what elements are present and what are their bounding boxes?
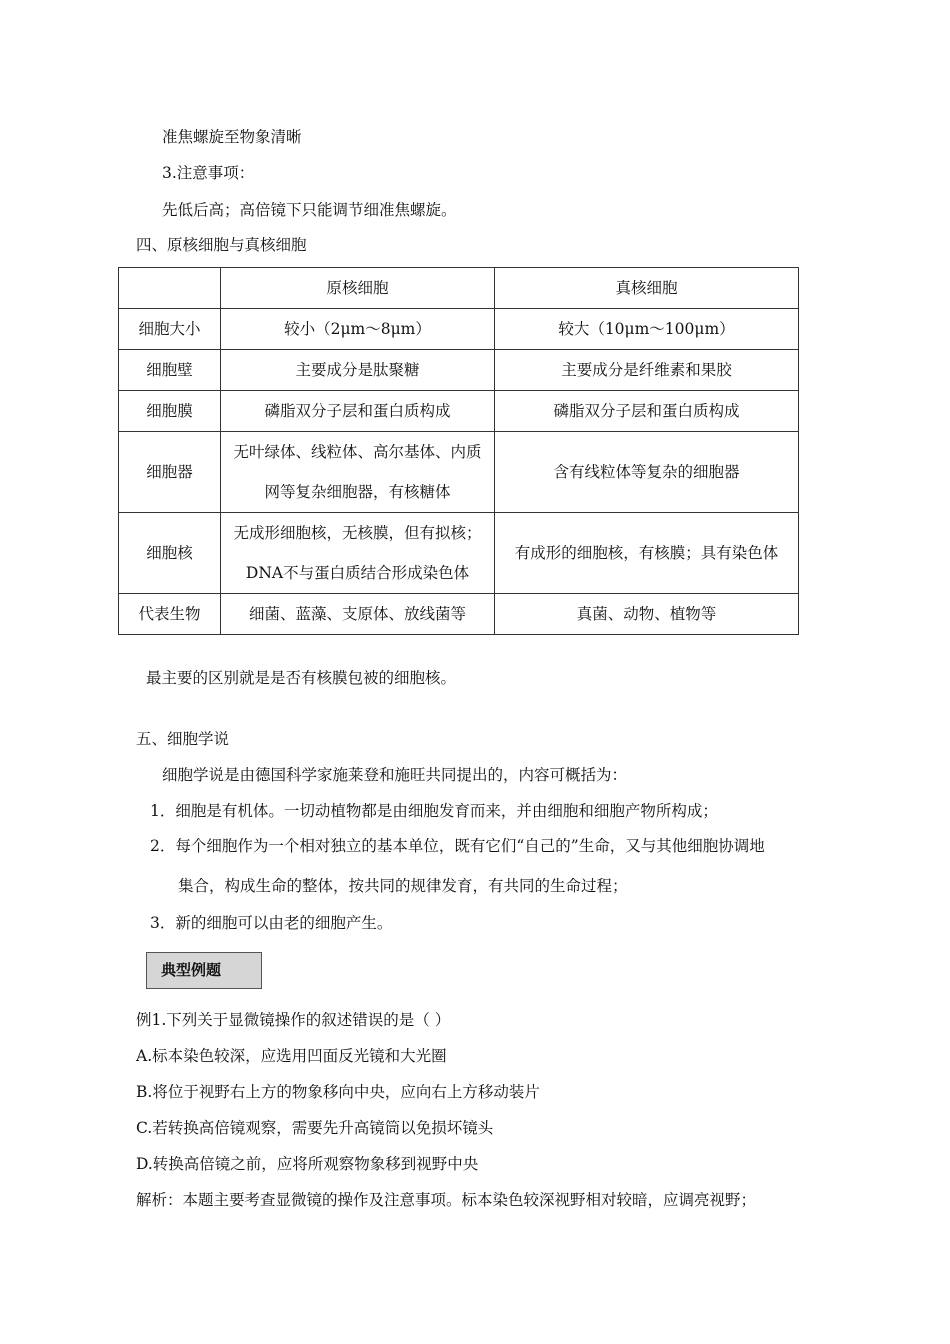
text-line: 3.注意事项：: [162, 164, 255, 182]
table-cell: 细胞膜: [119, 391, 221, 432]
list-item: 3．新的细胞可以由老的细胞产生。: [150, 914, 393, 932]
analysis-text: 解析：本题主要考查显微镜的操作及注意事项。标本染色较深视野相对较暗，应调亮视野；: [136, 1191, 757, 1209]
option-d: D.转换高倍镜之前，应将所观察物象移到视野中央: [136, 1155, 479, 1173]
table-cell: 细胞核: [119, 513, 221, 594]
question-text: 例1.下列关于显微镜操作的叙述错误的是（ ）: [136, 1011, 451, 1029]
list-item: 2．每个细胞作为一个相对独立的基本单位，既有它们“自己的”生命，又与其他细胞协调地: [150, 837, 765, 855]
table-cell: 细胞壁: [119, 350, 221, 391]
example-section-label: [146, 952, 262, 989]
table-header-cell: 原核细胞: [221, 268, 495, 309]
option-b: B.将位于视野右上方的物象移向中央，应向右上方移动装片: [136, 1083, 540, 1101]
section-heading: 四、原核细胞与真核细胞: [136, 236, 307, 254]
table-cell: 细菌、蓝藻、支原体、放线菌等: [221, 594, 495, 635]
list-item-continuation: 集合，构成生命的整体，按共同的规律发育，有共同的生命过程；: [178, 877, 628, 895]
table-cell: 较大（10μm～100μm）: [495, 309, 799, 350]
table-cell: 无叶绿体、线粒体、高尔基体、内质网等复杂细胞器，有核糖体: [221, 432, 495, 513]
table-row: [119, 309, 799, 350]
table-cell: 细胞器: [119, 432, 221, 513]
table-row: [119, 350, 799, 391]
table-cell: 磷脂双分子层和蛋白质构成: [495, 391, 799, 432]
table-row: [119, 391, 799, 432]
table-cell: 无成形细胞核，无核膜，但有拟核；DNA不与蛋白质结合形成染色体: [221, 513, 495, 594]
table-cell: 真菌、动物、植物等: [495, 594, 799, 635]
table-row: [119, 432, 799, 513]
example-section-label-text: 典型例题: [161, 961, 222, 979]
table-row: [119, 594, 799, 635]
table-cell: 含有线粒体等复杂的细胞器: [495, 432, 799, 513]
table-header-cell: 真核细胞: [495, 268, 799, 309]
list-item: 1．细胞是有机体。一切动植物都是由细胞发育而来，并由细胞和细胞产物所构成；: [150, 802, 718, 820]
table-note: 最主要的区别就是是否有核膜包被的细胞核。: [146, 669, 457, 687]
table-cell: 磷脂双分子层和蛋白质构成: [221, 391, 495, 432]
table-cell: 细胞大小: [119, 309, 221, 350]
table-header-row: [119, 268, 799, 309]
table-cell: 较小（2μm～8μm）: [221, 309, 495, 350]
table-cell: 代表生物: [119, 594, 221, 635]
table-header-cell: [119, 268, 221, 309]
comparison-table: [118, 267, 799, 635]
section-heading: 五、细胞学说: [136, 730, 230, 748]
option-c: C.若转换高倍镜观察，需要先升高镜筒以免损坏镜头: [136, 1119, 494, 1137]
table-cell: 主要成分是肽聚糖: [221, 350, 495, 391]
paragraph: 细胞学说是由德国科学家施莱登和施旺共同提出的，内容可概括为：: [162, 766, 628, 784]
option-a: A.标本染色较深，应选用凹面反光镜和大光圈: [136, 1047, 447, 1065]
table-row: [119, 513, 799, 594]
text-line: 先低后高；高倍镜下只能调节细准焦螺旋。: [162, 201, 457, 219]
text-line: 准焦螺旋至物象清晰: [162, 128, 302, 146]
table-cell: 主要成分是纤维素和果胶: [495, 350, 799, 391]
table-cell: 有成形的细胞核，有核膜；具有染色体: [495, 513, 799, 594]
